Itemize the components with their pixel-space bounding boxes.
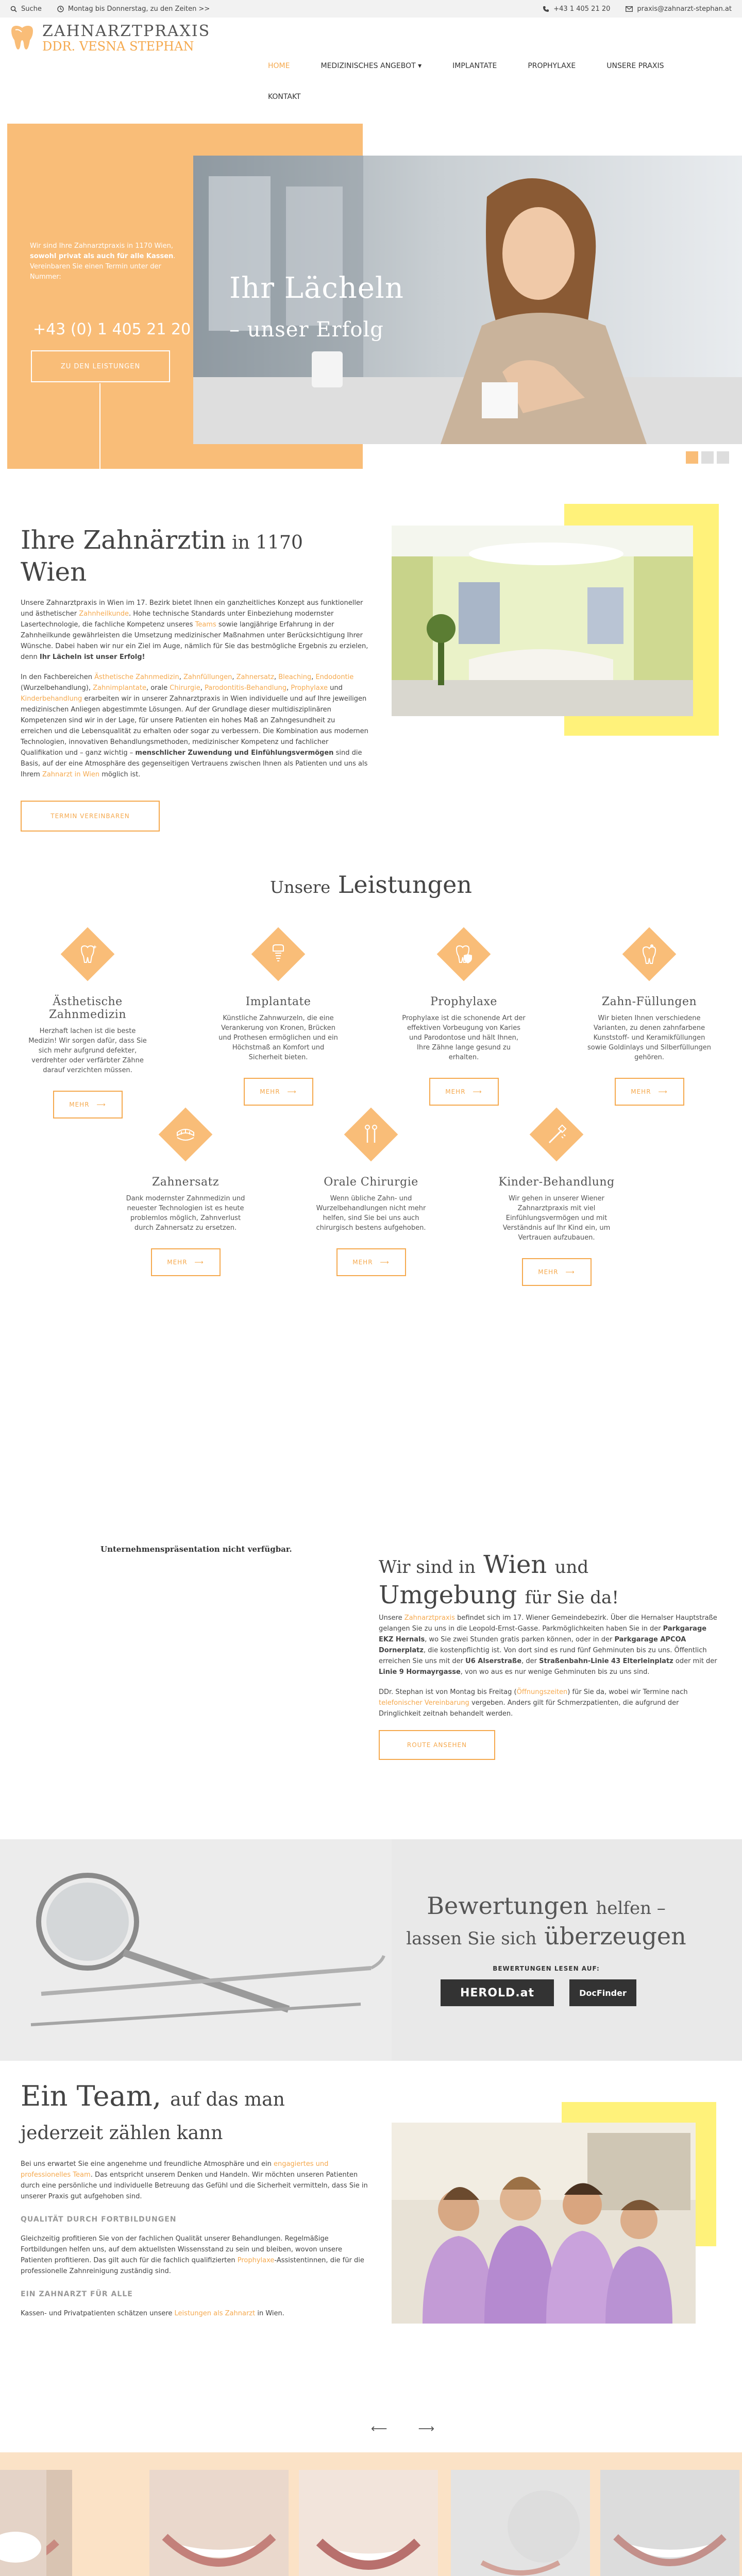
service-desc: Wir gehen in unserer Wiener Zahnarztpraxis mit viel Einfühlungsvermögen und mit Verständnis auf Ihr Kind ein, um Vertrauen aufzubauen. xyxy=(502,1195,611,1242)
phone-text: +43 1 405 21 20 xyxy=(553,5,611,13)
service-card xyxy=(397,927,531,1106)
service-card xyxy=(304,1108,438,1276)
service-desc: Dank modernster Zahnmedizin und neuester Technologien ist es heute problemlos möglich, Zahnverlust durch Zahnersatz zu ersetzen. xyxy=(126,1195,245,1232)
smile-gallery xyxy=(0,2452,742,2576)
gallery-image xyxy=(299,2470,438,2576)
carousel-arrows xyxy=(371,2422,434,2435)
location-text: Unsere Zahnarztpraxis befindet sich im 17. Wiener Gemeindebezirk. Über die Hernalser Hauptstraße gelangen Sie zu uns in die Leopold-Ernst-Gasse. Parkmöglichkeiten haben Sie in der Parkgarage EKZ Hernals, wo Sie zwei Stunden gratis parken können, oder in der Parkgarage APCOA Dornerplatz, die kostenpflichtig ist. Von dort sind es rund fünf Gehminuten bis zu uns. Öffentlich erreichen Sie uns mit der U6 Alserstraße, der Straßenbahn-Linie 43 Elterleinplatz oder mit der Linie 9 Hormayrgasse, von wo aus es nur wenige Gehminuten bis zu uns sind. DDr. Stephan ist von Montag bis Freitag (Öffnungszeiten) für Sie da, wobei wir Termine nach telefonischer Vereinbarung vergeben. Anders gilt für Schmerzpatienten, die aufgrund der Dringlichkeit zeitnah behandelt werden. xyxy=(379,1614,717,1718)
search-label: Suche xyxy=(21,5,42,13)
tooth-sparkle-icon xyxy=(77,944,98,964)
about-section xyxy=(0,505,742,855)
tooth-filling-icon xyxy=(639,944,660,964)
service-desc: Wenn übliche Zahn- und Wurzelbehandlungen nicht mehr helfen, sind Sie bei uns auch chirurgisch bestens aufgehoben. xyxy=(316,1195,426,1232)
services-section xyxy=(0,855,742,1520)
service-title: Kinder-Behandlung xyxy=(498,1176,615,1189)
link-fillings[interactable]: Zahnfüllungen xyxy=(183,673,232,681)
service-card xyxy=(211,927,345,1106)
link-surgery[interactable]: Chirurgie xyxy=(170,684,200,692)
chevron-down-icon: ▾ xyxy=(418,62,422,70)
service-more-button[interactable]: MEHR ⟶ xyxy=(336,1248,406,1276)
link-periodontitis[interactable]: Parodontitis-Behandlung xyxy=(205,684,287,692)
arrow-right-icon: ⟶ xyxy=(473,1088,482,1095)
hero-divider-line xyxy=(99,383,100,471)
nav-our-practice[interactable]: UNSERE PRAXIS xyxy=(606,62,664,70)
slider-dots xyxy=(686,451,729,464)
link-services-dentist[interactable]: Leistungen als Zahnarzt xyxy=(174,2310,256,2317)
hero-section xyxy=(0,124,742,469)
service-more-button[interactable]: MEHR ⟶ xyxy=(615,1078,684,1106)
service-desc: Künstliche Zahnwurzeln, die eine Verankerung von Kronen, Brücken und Prothesen ermöglichen und ein Höchstmaß an Komfort und Sicherheit bieten. xyxy=(218,1014,338,1061)
opening-hours-link[interactable] xyxy=(57,5,210,13)
reviews-section xyxy=(0,1839,742,2061)
arrow-right-icon[interactable]: ⟶ xyxy=(418,2422,435,2435)
link-prophylaxis[interactable]: Prophylaxe xyxy=(291,684,328,692)
nav-home[interactable]: HOME xyxy=(268,62,290,70)
mail-icon xyxy=(626,6,633,12)
arrow-right-icon: ⟶ xyxy=(287,1088,297,1095)
service-more-button[interactable]: MEHR ⟶ xyxy=(522,1258,592,1286)
hero-phone[interactable]: +43 (0) 1 405 21 20 xyxy=(33,320,191,338)
dental-tools-image xyxy=(0,1839,392,2061)
link-endodontics[interactable]: Endodontie xyxy=(315,673,354,681)
service-card xyxy=(21,927,155,1118)
link-practice[interactable]: Zahnarztpraxis xyxy=(404,1614,455,1622)
link-zahnheilkunde[interactable]: Zahnheilkunde xyxy=(79,610,129,618)
link-team-professional[interactable]: engagiertes und professionelles Team xyxy=(21,2160,329,2179)
gallery-image xyxy=(149,2470,289,2576)
gallery-image xyxy=(600,2470,739,2576)
team-text: Bei uns erwartet Sie eine angenehme und freundliche Atmosphäre und ein engagiertes und professionelles Team. Das entspricht unserem Denken und Handeln. Wir möchten unseren Patienten durch eine persönliche und individuelle Betreuung das Gefühl und die Sicherheit vermitteln, dass Sie in unserer Praxis gut aufgehoben sind. QUALITÄT DURCH FORTBILDUNGEN Gleichzeitig profitieren Sie von der fachlichen Qualität unserer Behandlungen. Regelmäßige Fortbildungen helfen uns, auf dem aktuellsten Wissensstand zu sein und bleiben, wovon unsere Patienten profitieren. Das gilt auch für die fachlich qualifizierten Prophylaxe-Assistentinnen, die für die professionelle Zahnreinigung zuständig sind. EIN ZAHNARZT FÜR ALLE Kassen- und Privatpatienten schätzen unsere Leistungen als Zahnarzt in Wien. xyxy=(21,2159,371,2327)
service-title: Implantate xyxy=(245,995,311,1008)
team-heading-all: EIN ZAHNARZT FÜR ALLE xyxy=(21,2290,133,2298)
link-bleaching[interactable]: Bleaching xyxy=(278,673,312,681)
logo[interactable] xyxy=(7,23,244,54)
docfinder-logo[interactable]: DocFinder xyxy=(569,1979,636,2006)
email-link[interactable] xyxy=(626,5,732,13)
toothbrush-icon xyxy=(546,1124,567,1145)
service-title: Ästhetische Zahnmedizin xyxy=(48,995,127,1021)
denture-icon xyxy=(175,1124,196,1145)
map-placeholder: Unternehmenspräsentation nicht verfügbar. xyxy=(100,1545,292,1554)
search-icon xyxy=(10,6,17,12)
location-title: Wir sind in Wien und Umgebung für Sie da! xyxy=(379,1550,619,1609)
service-title: Zahnersatz xyxy=(151,1176,220,1189)
link-aesthetic[interactable]: Ästhetische Zahnmedizin xyxy=(94,673,179,681)
service-more-button[interactable]: MEHR ⟶ xyxy=(151,1248,221,1276)
site-header xyxy=(0,18,742,101)
slider-dot[interactable] xyxy=(686,451,698,464)
logo-line1: ZAHNARZTPRAXIS xyxy=(42,22,211,40)
logo-tooth-icon xyxy=(7,25,37,52)
logo-line2: DDR. VESNA STEPHAN xyxy=(42,39,194,54)
opening-hours-text: Montag bis Donnerstag, zu den Zeiten >> xyxy=(68,5,210,13)
service-title: Prophylaxe xyxy=(430,995,497,1008)
service-desc: Herzhaft lachen ist die beste Medizin! Wir sorgen dafür, dass Sie sich mehr aufgrund defekter, verdrehter oder verfärbter Zähne darauf verzichten müssen. xyxy=(28,1027,147,1074)
implant-icon xyxy=(268,944,289,964)
appointment-button[interactable]: TERMIN VEREINBAREN xyxy=(21,801,160,832)
nav-medical-offer[interactable]: MEDIZINISCHES ANGEBOT ▾ xyxy=(321,62,422,70)
about-title: Ihre Zahnärztin in 1170 Wien xyxy=(21,525,303,587)
service-desc: Prophylaxe ist die schonende Art der effektiven Vorbeugung von Karies und Parodontose und hält Ihnen, Ihre Zähne lange gesund zu erhalten. xyxy=(402,1014,526,1061)
herold-logo[interactable]: HEROLD.at xyxy=(441,1979,554,2006)
team-heading-quality: QUALITÄT DURCH FORTBILDUNGEN xyxy=(21,2215,177,2224)
gallery-image xyxy=(451,2470,590,2576)
service-desc: Wir bieten Ihnen verschiedene Varianten, zu denen zahnfarbene Kunststoff- und Keramikfüllungen sowie Goldinlays und Silberfüllungen gehören. xyxy=(587,1014,711,1061)
gallery-image xyxy=(0,2470,46,2576)
nav-contact[interactable]: KONTAKT xyxy=(268,93,301,101)
link-dentures[interactable]: Zahnersatz xyxy=(236,673,274,681)
link-team[interactable]: Teams xyxy=(195,621,216,629)
service-card xyxy=(119,1108,252,1276)
team-section xyxy=(0,2061,742,2452)
nav-implants[interactable]: IMPLANTATE xyxy=(452,62,497,70)
top-bar xyxy=(0,0,742,18)
slider-dot[interactable] xyxy=(701,451,714,464)
link-dentist-vienna[interactable]: Zahnarzt in Wien xyxy=(42,771,100,778)
arrow-right-icon: ⟶ xyxy=(565,1268,575,1276)
service-card xyxy=(582,927,716,1106)
location-section xyxy=(0,1520,742,1839)
team-photo xyxy=(392,2123,696,2324)
service-more-button[interactable]: MEHR ⟶ xyxy=(53,1091,123,1118)
service-more-button[interactable]: MEHR ⟶ xyxy=(244,1078,313,1106)
email-text: praxis@zahnarzt-stephan.at xyxy=(637,5,732,13)
surgery-tools-icon xyxy=(361,1124,381,1145)
service-title: Orale Chirurgie xyxy=(324,1176,418,1189)
service-title: Zahn-Füllungen xyxy=(601,995,697,1008)
nav-prophylaxis[interactable]: PROPHYLAXE xyxy=(528,62,576,70)
reviews-subtitle: BEWERTUNGEN LESEN AUF: xyxy=(493,1965,600,1972)
link-implants[interactable]: Zahnimplantate xyxy=(93,684,146,692)
link-children[interactable]: Kinderbehandlung xyxy=(21,695,82,703)
service-card xyxy=(490,1108,623,1286)
arrow-left-icon[interactable]: ⟵ xyxy=(371,2422,387,2435)
phone-link[interactable] xyxy=(543,5,610,13)
arrow-right-icon: ⟶ xyxy=(658,1088,668,1095)
tooth-shield-icon xyxy=(453,944,474,964)
clock-icon xyxy=(57,6,64,12)
link-prophylaxis-team[interactable]: Prophylaxe xyxy=(237,2257,275,2264)
link-phone-appointment[interactable]: telefonischer Vereinbarung xyxy=(379,1699,469,1707)
team-title: Ein Team, auf das man jederzeit zählen kann xyxy=(21,2080,285,2144)
phone-icon xyxy=(543,6,549,12)
service-more-button[interactable]: MEHR ⟶ xyxy=(429,1078,499,1106)
search-link[interactable] xyxy=(10,5,42,13)
services-button[interactable]: ZU DEN LEISTUNGEN xyxy=(31,350,170,382)
about-text: Unsere Zahnarztpraxis in Wien im 17. Bezirk bietet Ihnen ein ganzheitliches Konzept aus funktioneller und ästhetischer Zahnheilkunde. Hohe technische Standards unter Einbeziehung modernster Lasertechnologie, die fachliche Kompetenz unseres Teams sowie langjährige Erfahrung in der Zahnheilkunde gewährleisten die Umsetzung medizinischer Maßnahmen unter Berücksichtigung Ihrer Wünsche. Dabei haben wir nur ein Ziel im Auge, nämlich für Sie das bestmögliche Ergebnis zu erzielen, denn Ihr Lächeln ist unser Erfolg! In den Fachbereichen Ästhetische Zahnmedizin, Zahnfüllungen, Zahnersatz, Bleaching, Endodontie (Wurzelbehandlung), Zahnimplantate, orale Chirurgie, Parodontitis-Behandlung, Prophylaxe und Kinderbehandlung erarbeiten wir in unserer Zahnarztpraxis in Wien individuelle und auf Ihre jeweiligen medizinischen Anliegen abgestimmte Lösungen. Auf der Grundlage dieser multidisziplinären Kompetenzen sind wir in der Lage, für unsere Patienten ein hohes Maß an Zahngesundheit zu erreichen und die Lebensqualität zu erhalten oder sogar zu verbessern. Die Kombination aus modernen Technologien, innovativen Behandlungsmethoden, medizinischer Kompetenz und fachlicher Qualifikation und – ganz wichtig – menschlicher Zuwendung und Einfühlungsvermögen sind die Basis, auf der eine Atmosphäre des gegenseitigen Vertrauens zwischen Ihnen als Patienten und uns als Ihrem Zahnarzt in Wien möglich ist. xyxy=(21,599,368,778)
hero-intro: Wir sind Ihre Zahnarztpraxis in 1170 Wien, sowohl privat als auch für alle Kassen. Vereinbaren Sie einen Termin unter der Nummer: xyxy=(30,242,176,281)
about-practice-image xyxy=(392,526,693,716)
reviews-title: Bewertungen helfen – lassen Sie sich überzeugen xyxy=(406,1892,686,1950)
arrow-right-icon: ⟶ xyxy=(194,1259,204,1266)
arrow-right-icon: ⟶ xyxy=(96,1101,106,1108)
main-nav xyxy=(268,62,664,70)
route-button[interactable]: ROUTE ANSEHEN xyxy=(379,1730,495,1760)
arrow-right-icon: ⟶ xyxy=(380,1259,390,1266)
services-title: Unsere Leistungen xyxy=(270,871,472,899)
slider-dot[interactable] xyxy=(717,451,729,464)
hero-title: Ihr Lächeln – unser Erfolg xyxy=(229,272,404,342)
link-opening-hours[interactable]: Öffnungszeiten xyxy=(516,1688,568,1696)
